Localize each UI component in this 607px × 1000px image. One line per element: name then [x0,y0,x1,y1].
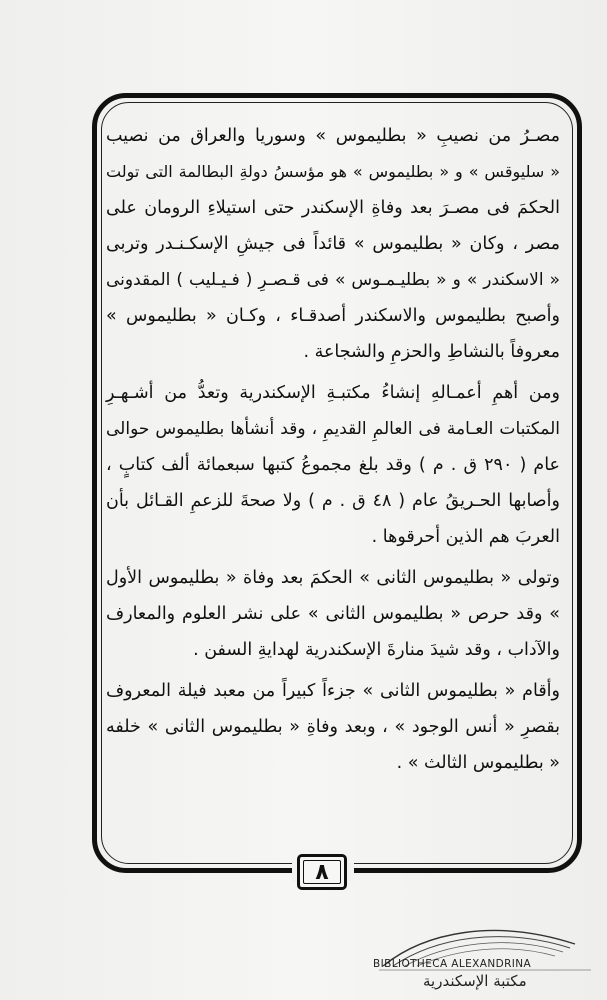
text-line: معروفاً بالنشاطِ والحزمِ والشجاعة . [303,342,560,362]
text-line: بقصرِ « أنس الوجود » ، وبعد وفاةِ « بطليموس الثانى » خلفه [106,717,560,737]
text-line: العربَ هم الذين أحرقوها . [371,527,560,547]
text-line: » وقد حرص « بطليموس الثانى » على نشر العلوم والمعارف [106,604,560,624]
text-line: والآداب ، وقد شيدَ منارةَ الإسكندرية لهدايةِ السفن . [193,640,560,660]
text-line: « الاسكندر » و « بطليـمـوس » فى قـصـرِ ( فـيـليب ) المقدونى [106,270,560,290]
body-text [106,118,560,781]
text-line: وأصبح بطليموس والاسكندر أصدقـاء ، وكـان « بطليموس » [106,306,560,326]
logo-latin-text: BIBLIOTHECA ALEXANDRINA [373,958,532,970]
page-number: ٨ [303,860,341,884]
text-line: مصـرُ من نصيبِ « بطليموس » وسوريا والعراق من نصيب [106,126,560,146]
text-line: وأصابها الحـريقُ عام ( ٤٨ ق . م ) ولا صحةَ للزعمِ القـائل بأن [106,491,560,511]
logo-arabic-text: مكتبة الإسكندرية [423,972,527,990]
text-line: عام ( ٢٩٠ ق . م ) وقد بلغ مجموعُ كتبها سبعمائة ألف كتابٍ ، [106,455,561,475]
text-line: المكتبات العـامة فى العالمِ القديمِ ، وقد أنشأها بطليموس حوالى [106,419,560,439]
text-line: « سليوقس » و « بطليموس » هو مؤسسُ دولةِ البطالمة التى تولت [106,162,560,181]
text-line: ومن أهمِ أعمـالهِ إنشاءُ مكتبـةِ الإسكندرية وتعدُّ من أشـهـرِ [106,383,560,403]
text-line: وتولى « بطليموس الثانى » الحكمَ بعد وفاة « بطليموس الأول [106,568,560,588]
text-line: وأقام « بطليموس الثانى » جزءاً كبيراً من معبد فيلة المعروف [106,681,560,701]
bibliotheca-alexandrina-logo [365,922,605,1000]
page-number-box [297,854,347,890]
text-line: الحكمَ فى مصـرَ بعد وفاةِ الإسكندر حتى استيلاءِ الرومان على [106,198,560,218]
text-line: « بطليموس الثالث » . [396,753,560,773]
text-line: مصر ، وكان « بطليموس » قائداً فى جيشِ الإسكـنـدر وتربى [106,234,560,254]
